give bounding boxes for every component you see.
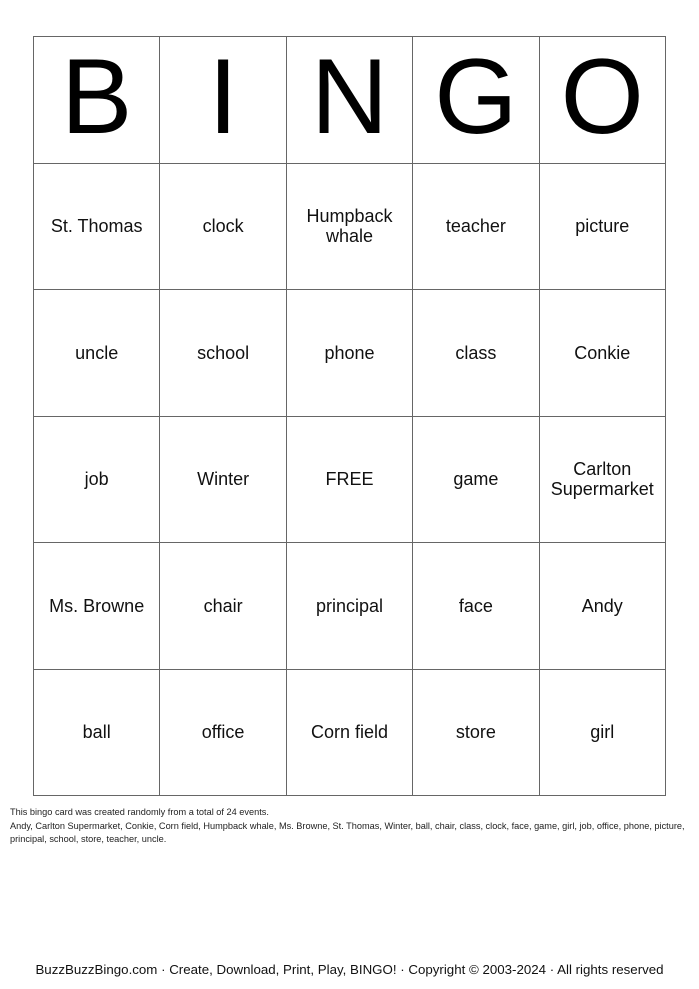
header-letter-o (540, 37, 666, 164)
bingo-cell: ball (34, 670, 160, 797)
bingo-cell-line: whale (325, 226, 373, 247)
bingo-cell: principal (287, 543, 413, 670)
bingo-cell: picture (540, 164, 666, 291)
bingo-cell: St. Thomas (34, 164, 160, 291)
card-summary: This bingo card was created randomly from a total of 24 events. (10, 807, 269, 817)
card-info (10, 806, 690, 847)
bingo-cell: Winter (160, 417, 286, 544)
header-letter: N (310, 36, 389, 157)
bingo-cell: teacher (413, 164, 539, 291)
header-letter-i (160, 37, 286, 164)
bingo-cell: face (413, 543, 539, 670)
bingo-cell: job (34, 417, 160, 544)
free-space-cell: FREE (287, 417, 413, 544)
bingo-cell: class (413, 290, 539, 417)
bingo-cell: office (160, 670, 286, 797)
bingo-cell-line: Humpback (306, 206, 393, 227)
header-letter: I (208, 36, 238, 157)
header-letter-g (413, 37, 539, 164)
bingo-cell: Andy (540, 543, 666, 670)
header-letter: O (560, 36, 644, 157)
bingo-cell (287, 164, 413, 291)
bingo-cell: clock (160, 164, 286, 291)
bingo-cell: game (413, 417, 539, 544)
bingo-cell-line: Carlton (573, 459, 632, 480)
bingo-cell: Corn field (287, 670, 413, 797)
header-letter-b (34, 37, 160, 164)
bingo-cell: store (413, 670, 539, 797)
events-list: Andy, Carlton Supermarket, Conkie, Corn field, Humpback whale, Ms. Browne, St. Thomas, Winter, ball, chair, class, clock, face, game, girl, job, office, phone, picture, principal, school, store, teacher, uncle. (10, 820, 685, 844)
bingo-cell: phone (287, 290, 413, 417)
header-letter: B (61, 36, 133, 157)
bingo-cell (540, 417, 666, 544)
bingo-cell: school (160, 290, 286, 417)
bingo-cell: uncle (34, 290, 160, 417)
bingo-cell: Ms. Browne (34, 543, 160, 670)
bingo-card (33, 36, 666, 796)
header-letter-n (287, 37, 413, 164)
header-letter: G (434, 36, 518, 157)
site-footer: BuzzBuzzBingo.com · Create, Download, Print, Play, BINGO! · Copyright © 2003-2024 · All rights reserved (35, 962, 664, 977)
bingo-cell: chair (160, 543, 286, 670)
bingo-cell-line: Supermarket (550, 479, 654, 500)
bingo-cell: Conkie (540, 290, 666, 417)
bingo-cell: girl (540, 670, 666, 797)
